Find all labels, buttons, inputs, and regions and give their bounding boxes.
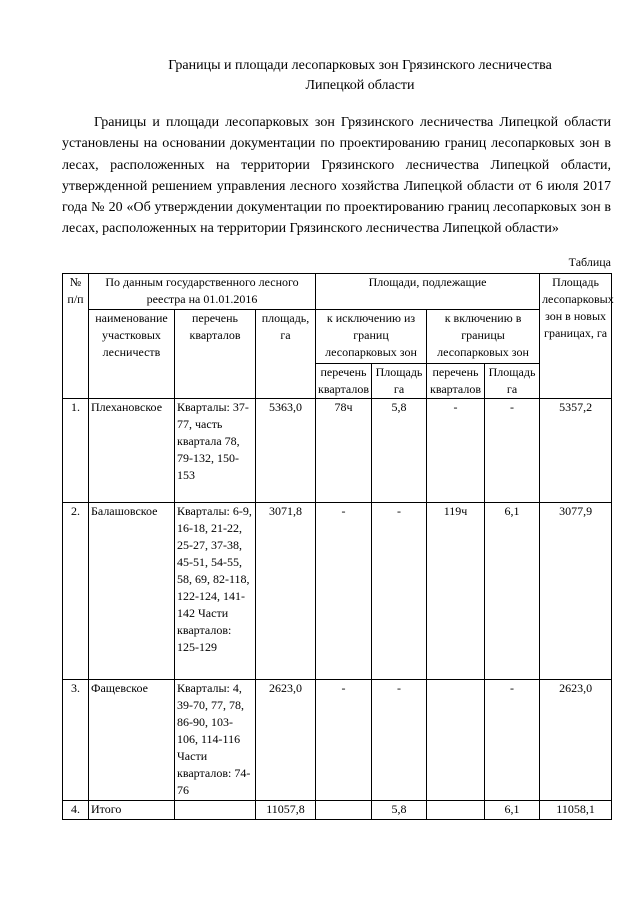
row-forestry-name: Балашовское [89,503,175,680]
row-exclude-quarters: - [316,503,372,680]
table-row-total [63,801,612,820]
header-num: № п/п [63,274,89,399]
header-exclude-area: Площадь га [372,364,427,399]
row-new-area: 11058,1 [540,801,612,820]
table-row [63,399,612,503]
header-include-quarters: перечень кварталов [427,364,485,399]
header-include: к включению в границы лесопарковых зон [427,310,540,364]
row-exclude-area: 5,8 [372,801,427,820]
row-area: 3071,8 [256,503,316,680]
header-forestry-name: наименование участковых лесничеств [89,310,175,399]
document-title-line-1: Границы и площади лесопарковых зон Грязинского лесничества [168,58,552,73]
row-include-area: - [485,680,540,801]
row-include-quarters [427,801,485,820]
header-exclude: к исключению из границ лесопарковых зон [316,310,427,364]
row-include-area: - [485,399,540,503]
intro-paragraph: Границы и площади лесопарковых зон Грязинского лесничества Липецкой области установлены на основании документации по проектированию границ лесопарковых зон в лесах, расположенных на территории Грязинского лесничества Липецкой области, утвержденной решением управления лесного хозяйства Липецкой области от 6 июля 2017 года № 20 «Об утверждении документации по проектированию границ лесопарковых зон в лесах, расположенных на территории Грязинского лесничества Липецкой области» [62,115,611,237]
row-quarters: Кварталы: 37-77, часть квартала 78, 79-132, 150-153 [175,399,256,503]
row-num: 3. [63,680,89,801]
row-exclude-area: - [372,680,427,801]
header-area-ha: площадь, га [256,310,316,399]
row-new-area: 3077,9 [540,503,612,680]
row-area: 2623,0 [256,680,316,801]
table-row [63,503,612,680]
row-forestry-name: Итого [89,801,175,820]
row-include-area: 6,1 [485,503,540,680]
header-quarters: перечень кварталов [175,310,256,399]
row-num: 4. [63,801,89,820]
header-areas: Площади, подлежащие [316,274,540,310]
row-forestry-name: Фащевское [89,680,175,801]
row-include-quarters: 119ч [427,503,485,680]
row-exclude-area: 5,8 [372,399,427,503]
row-include-area: 6,1 [485,801,540,820]
row-quarters [175,801,256,820]
header-include-area: Площадь га [485,364,540,399]
header-registry: По данным государственного лесного реестра на 01.01.2016 [89,274,316,310]
row-include-quarters [427,680,485,801]
row-exclude-area: - [372,503,427,680]
header-exclude-quarters: перечень кварталов [316,364,372,399]
row-num: 2. [63,503,89,680]
row-area: 5363,0 [256,399,316,503]
table-row [63,680,612,801]
row-include-quarters: - [427,399,485,503]
row-new-area: 5357,2 [540,399,612,503]
row-exclude-quarters: 78ч [316,399,372,503]
table-label: Таблица [568,255,611,269]
row-num: 1. [63,399,89,503]
row-forestry-name: Плехановское [89,399,175,503]
row-quarters: Кварталы: 6-9, 16-18, 21-22, 25-27, 37-38, 45-51, 54-55, 58, 69, 82-118, 122-124, 141-142 Части кварталов: 125-129 [175,503,256,680]
header-new-area: Площадь лесопарковых зон в новых границах, га [540,274,612,399]
row-exclude-quarters: - [316,680,372,801]
document-title-line-2: Липецкой области [305,78,415,93]
row-area: 11057,8 [256,801,316,820]
row-quarters: Кварталы: 4, 39-70, 77, 78, 86-90, 103-106, 114-116 Части кварталов: 74-76 [175,680,256,801]
forest-zones-table [62,273,612,820]
row-exclude-quarters [316,801,372,820]
row-new-area: 2623,0 [540,680,612,801]
